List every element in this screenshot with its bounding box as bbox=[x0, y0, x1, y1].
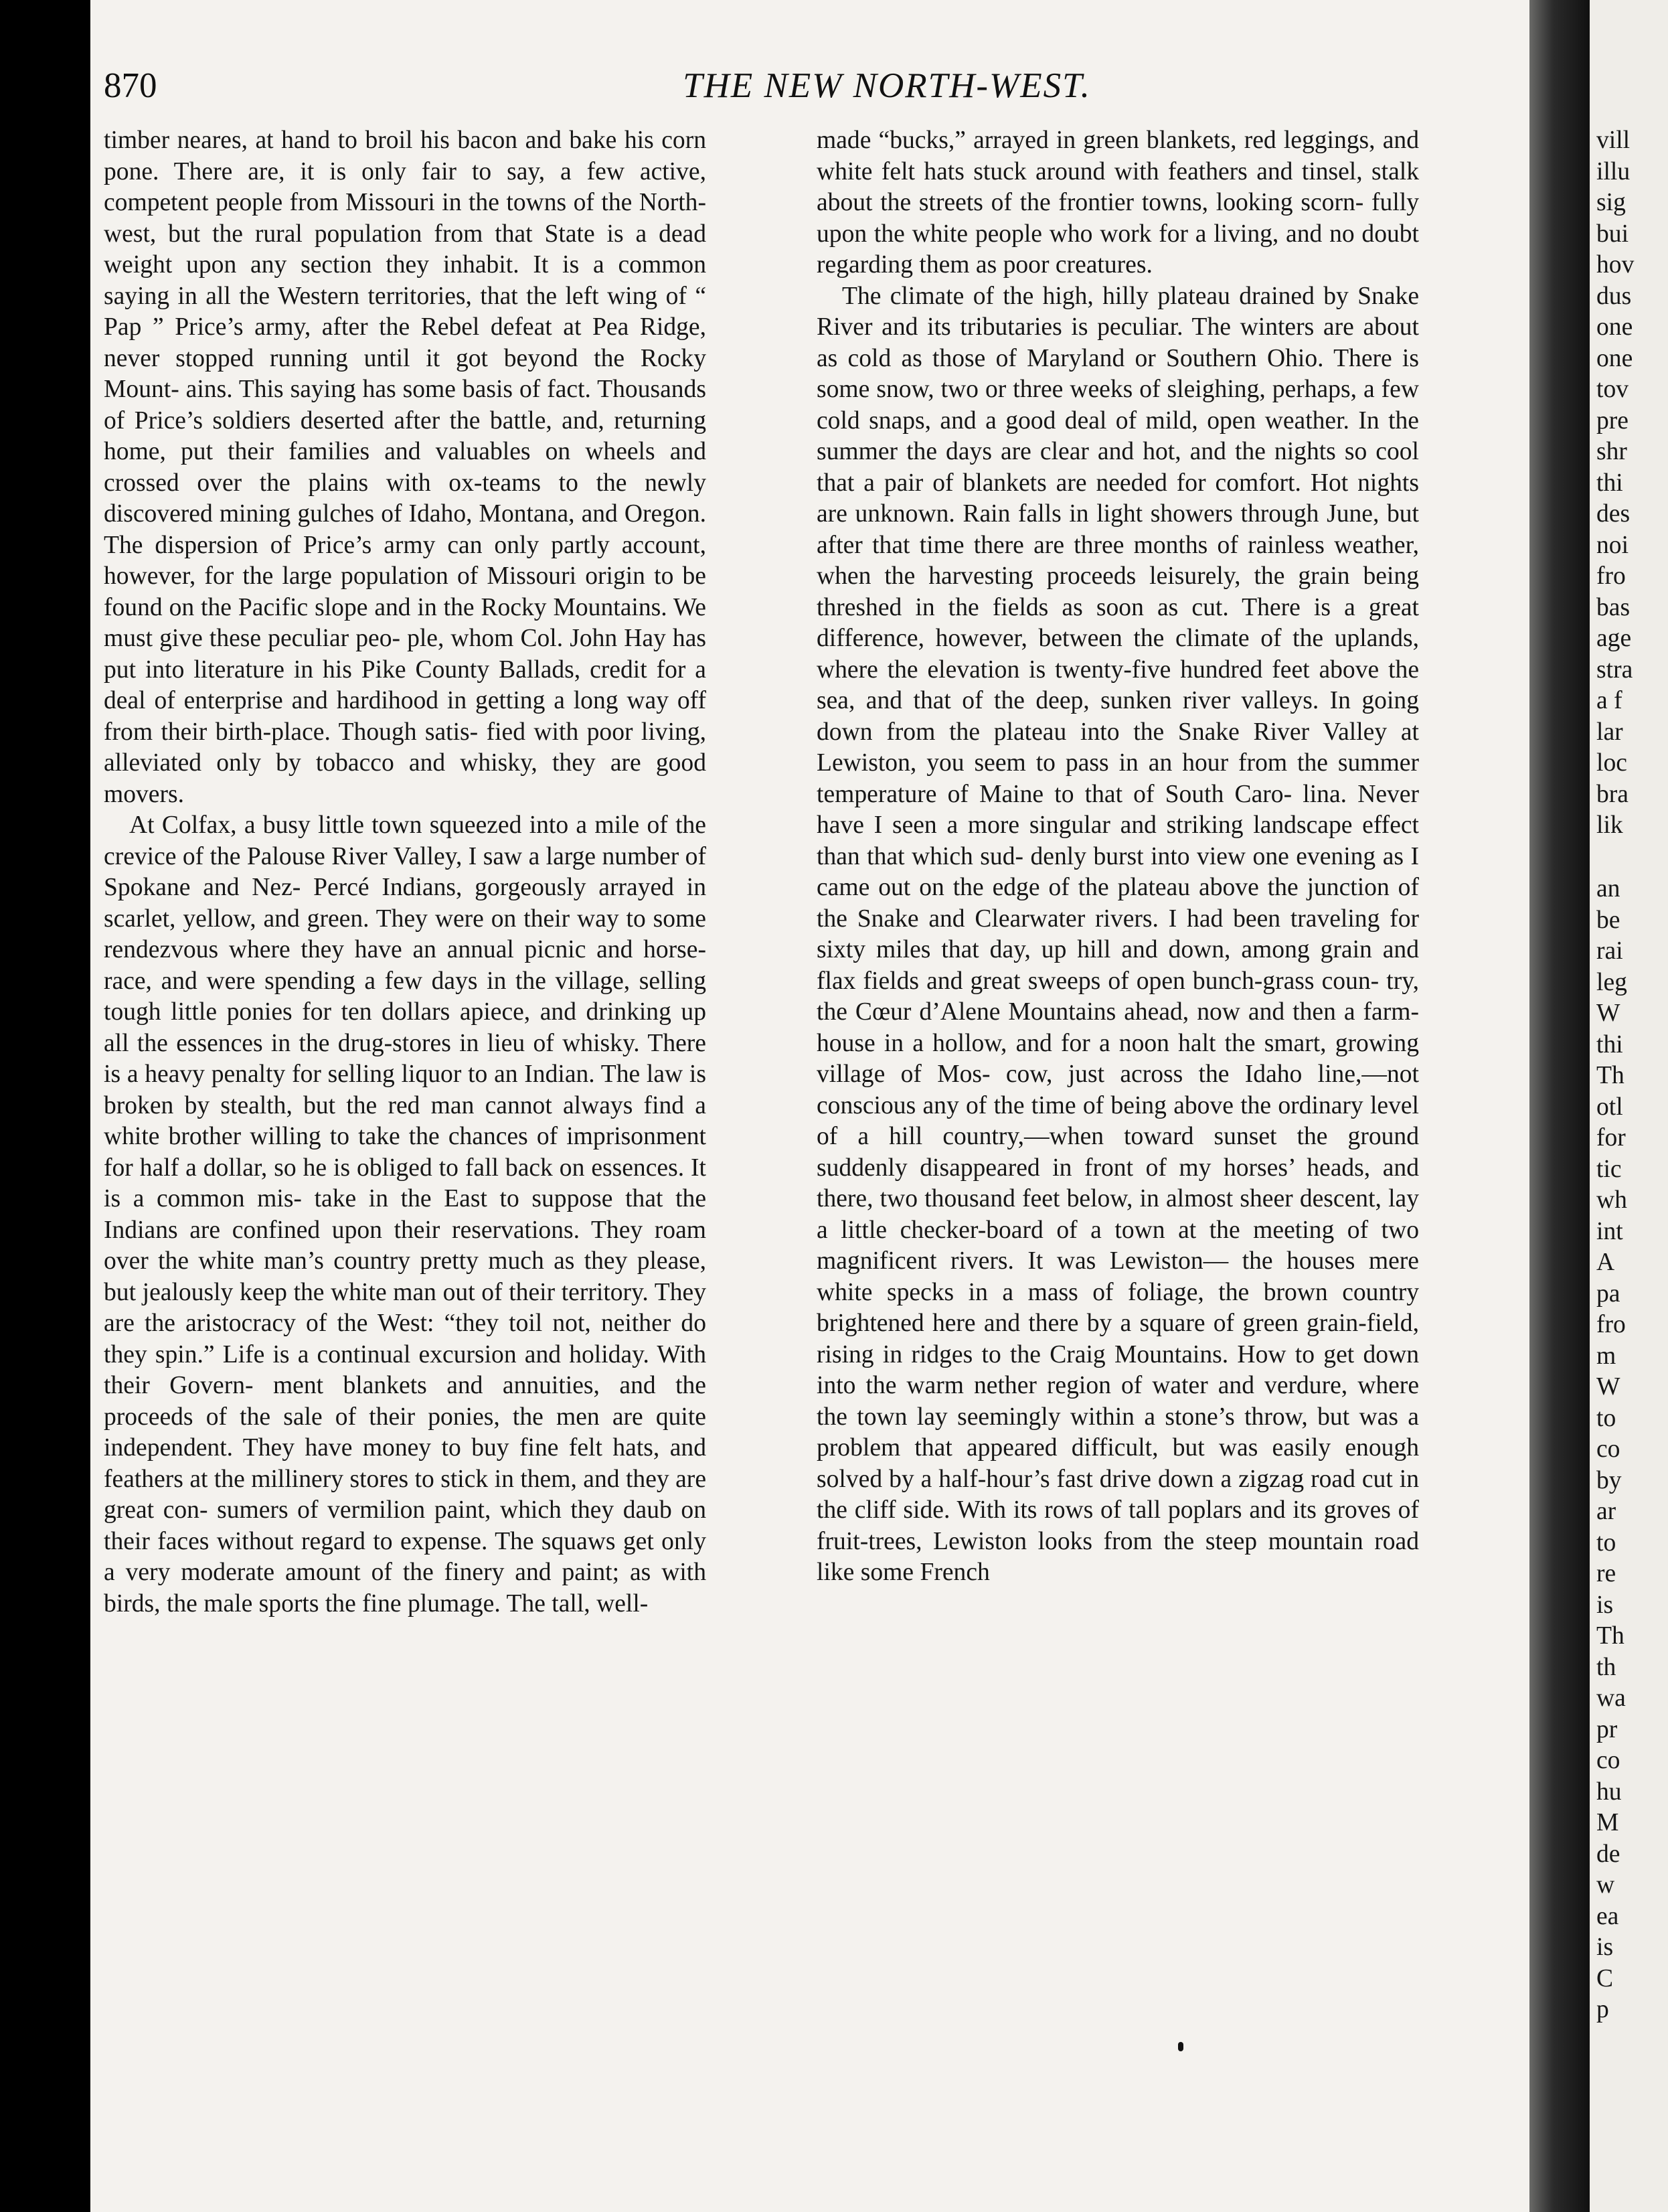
next-page-fragment: thi bbox=[1596, 1030, 1623, 1058]
next-page-fragment: re bbox=[1596, 1560, 1616, 1587]
next-page-fragment: ar bbox=[1596, 1498, 1616, 1525]
binding-gutter bbox=[1529, 0, 1590, 2212]
next-page-fragment: bra bbox=[1596, 780, 1629, 808]
next-page-fragment: C bbox=[1596, 1964, 1614, 1992]
column-left bbox=[104, 125, 706, 1620]
next-page-fragment: W bbox=[1596, 1373, 1620, 1401]
next-page-fragment: age bbox=[1596, 625, 1632, 652]
next-page-fragment: de bbox=[1596, 1840, 1620, 1868]
next-page-fragment: hu bbox=[1596, 1778, 1622, 1806]
next-page-fragment: pr bbox=[1596, 1715, 1618, 1743]
next-page-fragment: co bbox=[1596, 1747, 1620, 1774]
next-page-fragment: stra bbox=[1596, 655, 1633, 684]
next-page-fragment: bui bbox=[1596, 220, 1629, 248]
next-page-fragment: tov bbox=[1596, 376, 1629, 403]
next-page-fragment: sig bbox=[1596, 189, 1626, 216]
next-page-fragment: w bbox=[1596, 1871, 1615, 1899]
next-page-fragment: p bbox=[1596, 1996, 1609, 2023]
page-number: 870 bbox=[104, 66, 157, 105]
next-page-fragment: is bbox=[1596, 1933, 1614, 1961]
next-page-fragment: ea bbox=[1596, 1902, 1619, 1930]
next-page-fragment: an bbox=[1596, 875, 1620, 902]
paragraph: At Colfax, a busy little town squeezed into a mile of the crevice of the Palouse River Valley, I saw a large number of Spokane and Nez- Percé Indians, gorgeously arrayed in scarlet, yellow, and green. They were on their way to some rendezvous where they have an annual picnic and horse-race, and were spending a few days in the village, selling tough little ponies for ten dollars apiece, and drinking up all the essences in the drug-stores in lieu of whisky. There is a heavy penalty for selling liquor to an Indian. The law is broken by stealth, but the red man cannot always find a white brother willing to take the chances of imprisonment for half a dollar, so he is obliged to fall back on essences. It is a common mis- take in the East to suppose that the Indians are confined upon their reservations. They roam over the white man’s country pretty much as they please, but jealously keep the white man out of their territory. They are the aristocracy of the West: “they toil not, neither do they spin.” Life is a continual excursion and holiday. With their Govern- ment blankets and annuities, and the proceeds of the sale of their ponies, the men are quite independent. They have money to buy fine felt hats, and feathers at the millinery stores to stick in them, and they are great con- sumers of vermilion paint, which they daub on their faces without regard to expense. The squaws get only a very moderate amount of the finery and paint; as with birds, the male sports the fine plumage. The tall, well- bbox=[104, 811, 706, 1617]
next-page-fragment: Th bbox=[1596, 1062, 1624, 1089]
next-page-fragment: is bbox=[1596, 1591, 1614, 1619]
next-page-fragment: dus bbox=[1596, 282, 1632, 310]
next-page-fragment: shr bbox=[1596, 438, 1627, 465]
printer-mark bbox=[1178, 2042, 1183, 2051]
next-page-fragment: bas bbox=[1596, 593, 1631, 621]
next-page-fragment: thi bbox=[1596, 469, 1623, 497]
next-page-fragment: be bbox=[1596, 906, 1620, 934]
next-page-fragment: Th bbox=[1596, 1622, 1624, 1650]
next-page-fragment: hov bbox=[1596, 251, 1635, 279]
next-page-fragment: tic bbox=[1596, 1155, 1622, 1183]
next-page-fragment: loc bbox=[1596, 749, 1627, 777]
next-page-fragment: vill bbox=[1596, 127, 1631, 154]
next-page-fragment: lik bbox=[1596, 811, 1623, 839]
next-page-fragment: int bbox=[1596, 1217, 1623, 1245]
next-page-fragment: wh bbox=[1596, 1186, 1627, 1214]
paragraph: timber neares, at hand to broil his bacon and bake his corn pone. There are, it is only fair to say, a few active, competent people from Missouri in the towns of the North-west, but the rural population from that State is a dead weight upon any section they inhabit. It is a common saying in all the Western territories, that the left wing of “ Pap ” Price’s army, after the Rebel defeat at Pea Ridge, never stopped running until it got beyond the Rocky Mount- ains. This saying has some basis of fact. Thousands of Price’s soldiers deserted after the battle, and, returning home, put their families and valuables on wheels and crossed over the plains with ox-teams to the newly discovered mining gulches of Idaho, Montana, and Oregon. The dispersion of Price’s army can only partly account, however, for the large population of Missouri origin to be found on the Pacific slope and in the Rocky Mountains. We must give these peculiar peo- ple, whom Col. John Hay has put into literature in his Pike County Ballads, credit for a deal of enterprise and hardihood in getting a long way off from their birth-place. Though satis- fied with poor living, alleviated only by tobacco and whisky, they are good movers. bbox=[104, 127, 706, 808]
next-page-fragment: A bbox=[1596, 1249, 1615, 1276]
next-page-fragment: pa bbox=[1596, 1279, 1620, 1308]
next-page-fragment: for bbox=[1596, 1124, 1626, 1152]
next-page-fragment: to bbox=[1596, 1528, 1616, 1557]
next-page-fragment: illu bbox=[1596, 157, 1631, 185]
next-page-fragment: th bbox=[1596, 1653, 1616, 1681]
next-page-fragment: W bbox=[1596, 1000, 1620, 1027]
next-page-fragment: a f bbox=[1596, 687, 1622, 714]
column-right bbox=[817, 125, 1419, 1589]
next-page-fragment: co bbox=[1596, 1435, 1620, 1463]
next-page-fragment: wa bbox=[1596, 1684, 1626, 1712]
next-page-fragment: by bbox=[1596, 1466, 1622, 1494]
next-page-fragment: M bbox=[1596, 1809, 1619, 1836]
paragraph: The climate of the high, hilly plateau drained by Snake River and its tributaries is peculiar. The winters are about as cold as those of Maryland or Southern Ohio. There is some snow, two or three weeks of sleighing, perhaps, a few cold snaps, and a good deal of mild, open weather. In the summer the days are clear and hot, and the nights so cool that a pair of blankets are needed for comfort. Hot nights are unknown. Rain falls in light showers through June, but after that time there are three months of rainless weather, when the harvesting proceeds leisurely, the grain being threshed in the fields as soon as cut. There is a great difference, however, between the climate of the uplands, where the elevation is twenty-five hundred feet above the sea, and that of the deep, sunken river valleys. In going down from the plateau into the Snake River Valley at Lewiston, you seem to pass in an hour from the summer temperature of Maine to that of South Caro- lina. Never have I seen a more singular and striking landscape effect than that which sud- denly burst into view one evening as I came out on the edge of the plateau above the junction of the Snake and Clearwater rivers. I had been traveling for sixty miles that day, up hill and down, among grain and flax fields and great sweeps of open bunch-grass coun- try, the Cœur d’Alene Mountains ahead, now and then a farm-house in a hollow, and for a noon halt the smart, growing village of Mos- cow, just across the Idaho line,—not conscious any of the time of being above the ordinary level of a hill country,—when toward sunset the ground suddenly disappeared in front of my horses’ heads, and there, two thousand feet below, in almost sheer descent, lay a little checker-board of a town at the meeting of two magnificent rivers. It was Lewiston— the houses mere white specks in a mass of foliage, the brown country brightened here and there by a square of green grain-field, rising in ridges to the Craig Mountains. How to get down into the warm nether region of water and verdure, where the town lay seemingly within a stone’s throw, but was a problem that appeared difficult, but was easily enough solved by a half-hour’s fast drive down a zigzag road cut in the cliff side. With its rows of tall poplars and its groves of fruit-trees, Lewiston looks from the steep mountain road like some French bbox=[817, 282, 1419, 1586]
next-page-fragment: leg bbox=[1596, 968, 1627, 996]
next-page-fragment: m bbox=[1596, 1342, 1616, 1370]
next-page-fragment: fro bbox=[1596, 1311, 1626, 1338]
next-page-fragment: one bbox=[1596, 313, 1633, 341]
next-page-fragment: noi bbox=[1596, 531, 1629, 559]
next-page-fragment: otl bbox=[1596, 1093, 1623, 1121]
next-page-fragment: one bbox=[1596, 344, 1633, 372]
margin-bleed-marks bbox=[39, 127, 86, 2136]
next-page-fragment: des bbox=[1596, 500, 1631, 528]
next-page-fragment: fro bbox=[1596, 562, 1626, 590]
running-title: THE NEW NORTH-WEST. bbox=[683, 66, 1091, 105]
paragraph: made “bucks,” arrayed in green blankets, red leggings, and white felt hats stuck around with feathers and tinsel, stalk about the streets of the frontier towns, looking scorn- fully upon the white people who work for a living, and no doubt regarding them as poor creatures. bbox=[817, 127, 1419, 279]
next-page-fragment: to bbox=[1596, 1404, 1616, 1432]
next-page-fragment: rai bbox=[1596, 937, 1623, 965]
next-page-fragment: pre bbox=[1596, 406, 1629, 434]
next-page-fragment: lar bbox=[1596, 718, 1623, 746]
